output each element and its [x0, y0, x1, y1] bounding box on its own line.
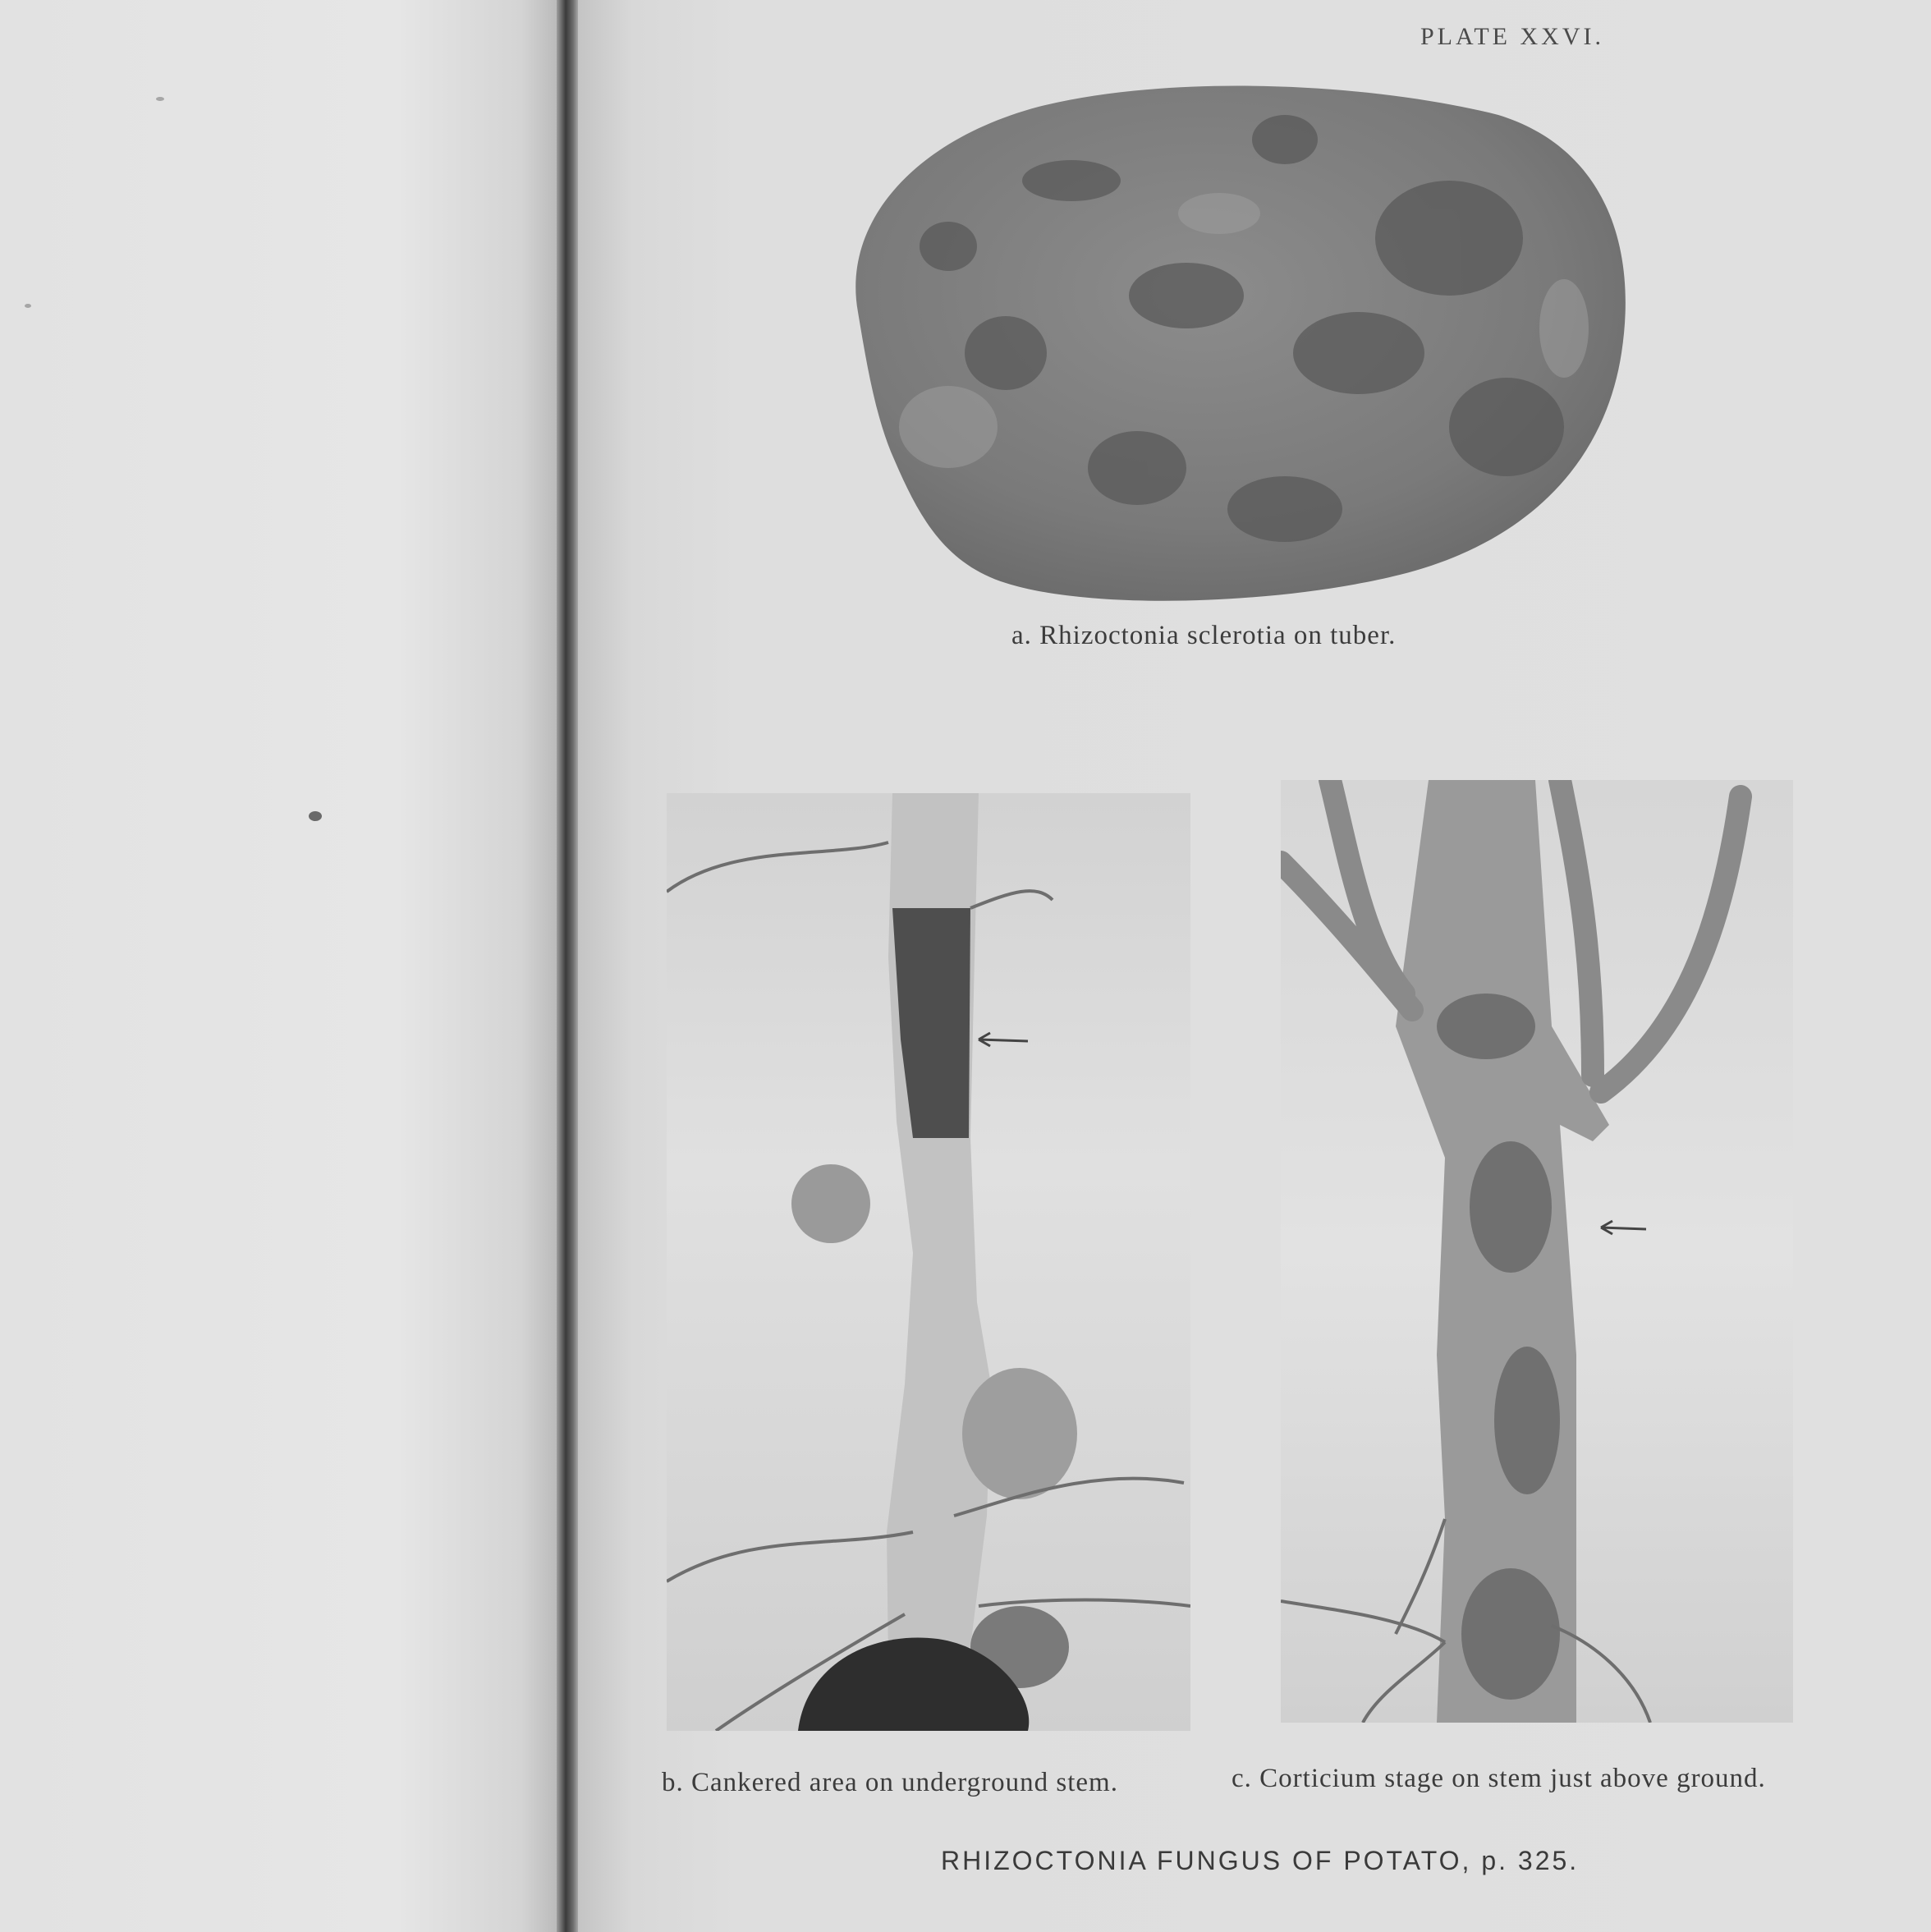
left-page-blank — [0, 0, 566, 1932]
indicator-arrow — [1601, 1221, 1646, 1234]
book-gutter — [557, 0, 580, 1932]
figure-c-caption: c. Corticium stage on stem just above ground. — [1232, 1764, 1766, 1793]
branch-stem — [1560, 780, 1593, 1076]
figure-a-caption: a. Rhizoctonia sclerotia on tuber. — [1011, 621, 1397, 650]
paper-speck — [156, 97, 164, 101]
indicator-arrow — [979, 1033, 1028, 1046]
paper-speck — [25, 304, 31, 308]
tuber-cluster — [962, 1368, 1077, 1499]
figure-c-stem-photo — [1281, 780, 1793, 1723]
figure-b-caption: b. Cankered area on underground stem. — [662, 1768, 1118, 1797]
figure-a-tuber-photo — [825, 82, 1630, 612]
figure-b-stem-photo — [667, 793, 1190, 1731]
plate-title: RHIZOCTONIA FUNGUS OF POTATO, p. 325. — [941, 1846, 1580, 1875]
plate-number: PLATE XXVI. — [1420, 23, 1604, 50]
branch-stem — [1601, 796, 1741, 1092]
small-tuber — [791, 1164, 870, 1243]
paper-speck — [309, 811, 322, 821]
